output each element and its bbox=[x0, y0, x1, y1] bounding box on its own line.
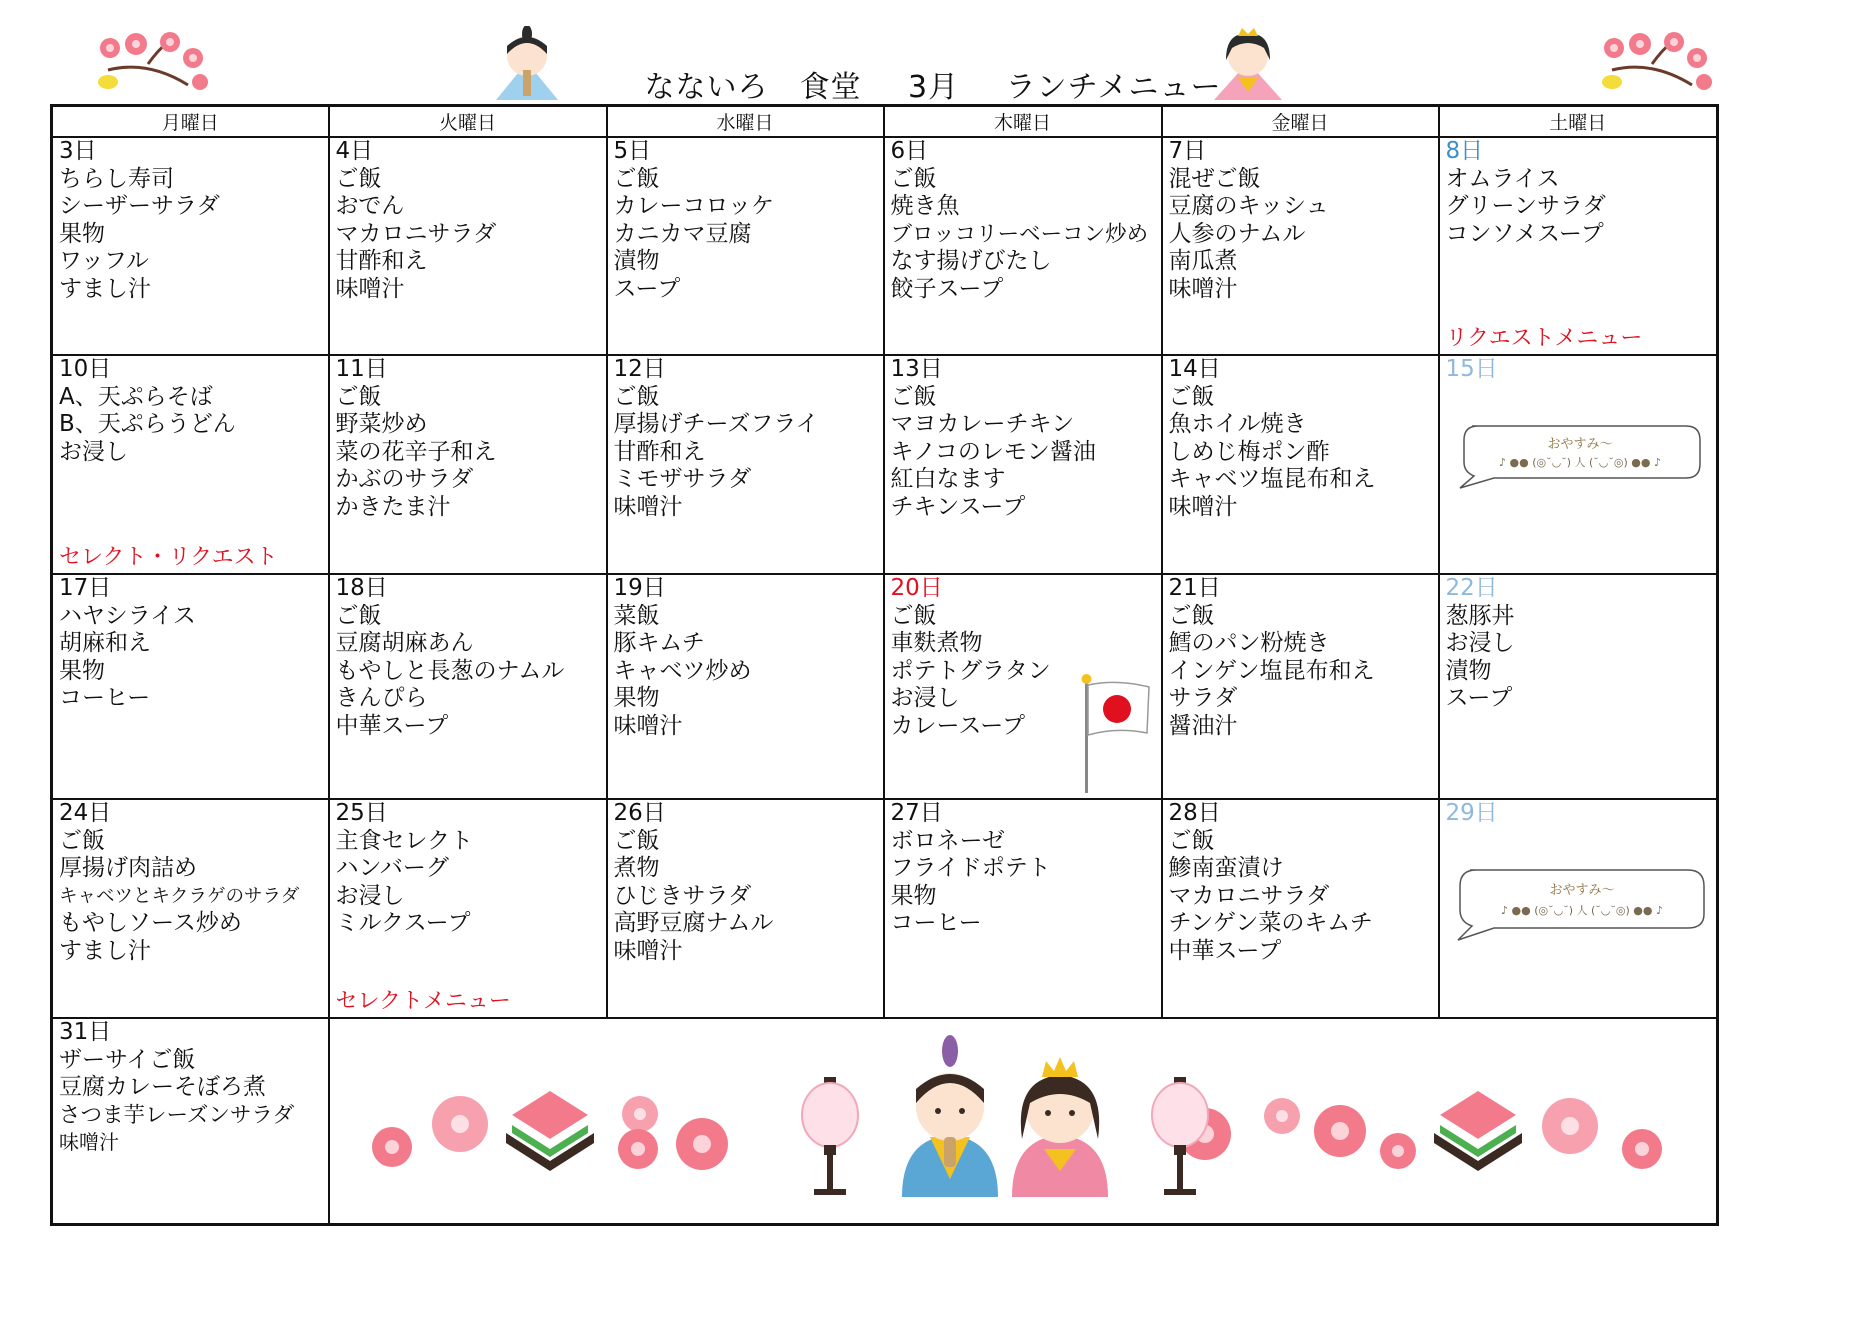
menu-item: さつま芋レーズンサラダ bbox=[59, 1102, 295, 1128]
menu-item: ご飯 bbox=[890, 165, 937, 192]
menu-item: グリーンサラダ bbox=[1445, 193, 1606, 219]
day-number: 14日 bbox=[1168, 356, 1221, 382]
weekday-header: 月曜日 bbox=[52, 106, 329, 138]
menu-item: ボロネーゼ bbox=[890, 827, 1006, 854]
title-cafeteria: なないろ 食堂 bbox=[644, 70, 862, 105]
day-cell bbox=[884, 574, 1162, 799]
menu-item: 菜飯 bbox=[613, 602, 660, 629]
menu-item: ご飯 bbox=[335, 602, 382, 629]
menu-item: 餃子スープ bbox=[890, 275, 1004, 302]
menu-item: ご飯 bbox=[890, 602, 937, 629]
menu-item: 煮物 bbox=[613, 855, 660, 881]
menu-item: きんぴら bbox=[335, 685, 428, 711]
day-cell bbox=[52, 1018, 329, 1224]
japan-flag-icon bbox=[1077, 671, 1155, 795]
day-number: 31日 bbox=[59, 1019, 112, 1045]
weekday-header-row bbox=[52, 106, 1718, 138]
lantern-icon bbox=[1152, 1077, 1208, 1195]
menu-item: すまし汁 bbox=[59, 275, 151, 302]
menu-item: 中華スープ bbox=[1168, 937, 1282, 964]
menu-item: 味噌汁 bbox=[613, 937, 683, 964]
menu-item: なす揚げびたし bbox=[890, 248, 1052, 274]
day-cell bbox=[52, 799, 329, 1018]
menu-item: キノコのレモン醤油 bbox=[890, 438, 1096, 465]
menu-item: ハンバーグ bbox=[335, 855, 449, 881]
day-number: 18日 bbox=[335, 575, 388, 601]
menu-item: 甘酢和え bbox=[335, 248, 428, 274]
day-number: 6日 bbox=[890, 138, 929, 164]
svg-text:♪ ●● (◎˘◡˘) 人 (˘◡˘◎) ●● ♪: ♪ ●● (◎˘◡˘) 人 (˘◡˘◎) ●● ♪ bbox=[1500, 904, 1663, 917]
hina-doll-female-icon bbox=[1012, 1057, 1108, 1197]
menu-item: すまし汁 bbox=[59, 937, 151, 964]
menu-item: 味噌汁 bbox=[613, 493, 683, 520]
lantern-icon bbox=[802, 1077, 858, 1195]
week-row bbox=[52, 355, 1718, 574]
menu-item: 厚揚げ肉詰め bbox=[59, 855, 197, 881]
day-number: 5日 bbox=[613, 138, 652, 164]
menu-item: スープ bbox=[613, 275, 681, 302]
menu-item: 果物 bbox=[59, 657, 105, 684]
hina-doll-male-icon bbox=[902, 1035, 998, 1197]
menu-item: 厚揚げチーズフライ bbox=[613, 411, 819, 437]
menu-item: 漬物 bbox=[1445, 657, 1492, 684]
day-number: 24日 bbox=[59, 800, 112, 826]
menu-item: かぶのサラダ bbox=[335, 466, 474, 492]
menu-item: 豚キムチ bbox=[613, 630, 705, 656]
menu-item: コーヒー bbox=[890, 910, 982, 936]
day-number: 22日 bbox=[1445, 575, 1498, 601]
select-menu-note: セレクトメニュー bbox=[335, 988, 511, 1014]
bubble-text: おやすみ～ bbox=[1548, 883, 1615, 898]
request-menu-note: リクエストメニュー bbox=[1445, 325, 1643, 351]
week-row bbox=[52, 574, 1718, 799]
day-number: 3日 bbox=[59, 138, 97, 164]
weekday-header: 水曜日 bbox=[607, 106, 884, 138]
day-cell bbox=[329, 799, 607, 1018]
menu-item: お浸し bbox=[335, 882, 405, 909]
menu-item: B、天ぷらうどん bbox=[59, 411, 236, 437]
day-cell bbox=[1439, 137, 1718, 355]
menu-item: しめじ梅ポン酢 bbox=[1168, 438, 1330, 465]
day-cell bbox=[1162, 574, 1439, 799]
day-number: 8日 bbox=[1445, 138, 1484, 164]
day-number: 10日 bbox=[59, 356, 112, 382]
menu-item: お浸し bbox=[59, 438, 128, 465]
day-cell bbox=[607, 355, 884, 574]
menu-item: 車麩煮物 bbox=[890, 630, 983, 656]
day-cell bbox=[329, 137, 607, 355]
menu-item: ご飯 bbox=[59, 827, 105, 854]
menu-item: カレーコロッケ bbox=[613, 193, 775, 219]
menu-item: シーザーサラダ bbox=[59, 193, 220, 219]
menu-item: 高野豆腐ナムル bbox=[613, 910, 774, 936]
menu-item: 果物 bbox=[59, 220, 105, 247]
menu-item: 南瓜煮 bbox=[1168, 248, 1238, 274]
menu-item: ミルクスープ bbox=[335, 910, 471, 936]
day-number: 25日 bbox=[335, 800, 388, 826]
menu-item: 野菜炒め bbox=[335, 411, 428, 437]
hishimochi-icon bbox=[506, 1091, 594, 1171]
menu-item: 中華スープ bbox=[335, 712, 449, 739]
day-cell bbox=[329, 355, 607, 574]
hinamatsuri-decoration-cell bbox=[329, 1018, 1718, 1224]
day-number: 11日 bbox=[335, 356, 388, 382]
day-cell bbox=[1162, 799, 1439, 1018]
menu-item: キャベツとキクラゲのサラダ bbox=[59, 885, 300, 907]
menu-item: ご飯 bbox=[890, 383, 937, 410]
menu-item: ご飯 bbox=[1168, 383, 1215, 410]
day-number: 7日 bbox=[1168, 138, 1207, 164]
menu-item: ブロッコリーベーコン炒め bbox=[890, 221, 1149, 247]
menu-item: かきたま汁 bbox=[335, 493, 451, 520]
day-cell bbox=[884, 137, 1162, 355]
menu-item: ご飯 bbox=[613, 165, 660, 192]
menu-item: 豆腐胡麻あん bbox=[335, 630, 474, 656]
menu-item: 味噌汁 bbox=[59, 1130, 119, 1154]
weekday-header: 火曜日 bbox=[329, 106, 607, 138]
menu-item: もやしと長葱のナムル bbox=[335, 657, 565, 684]
menu-item: 味噌汁 bbox=[335, 275, 405, 302]
weekday-header: 土曜日 bbox=[1439, 106, 1718, 138]
menu-item: フライドポテト bbox=[890, 855, 1051, 881]
menu-item: コンソメスープ bbox=[1445, 220, 1604, 247]
menu-item: カレースープ bbox=[890, 712, 1026, 739]
menu-item: カニカマ豆腐 bbox=[613, 220, 752, 247]
day-cell bbox=[1439, 574, 1718, 799]
day-cell bbox=[607, 574, 884, 799]
page-title bbox=[0, 62, 1866, 106]
bubble-text: おやすみ～ bbox=[1546, 437, 1613, 452]
menu-item: 焼き魚 bbox=[890, 193, 960, 219]
menu-item: サラダ bbox=[1168, 685, 1238, 711]
menu-item: 紅白なます bbox=[890, 466, 1006, 492]
menu-item: お浸し bbox=[1445, 630, 1515, 656]
menu-item: 菜の花辛子和え bbox=[335, 438, 497, 465]
menu-item: マカロニサラダ bbox=[1168, 882, 1330, 909]
day-cell bbox=[607, 137, 884, 355]
day-cell bbox=[884, 799, 1162, 1018]
menu-item: ミモザサラダ bbox=[613, 466, 752, 492]
day-number: 12日 bbox=[613, 356, 666, 382]
menu-item: ハヤシライス bbox=[59, 602, 196, 629]
menu-item: 葱豚丼 bbox=[1445, 602, 1515, 629]
day-number: 28日 bbox=[1168, 800, 1221, 826]
menu-item: キャベツ塩昆布和え bbox=[1168, 466, 1376, 492]
day-cell bbox=[52, 137, 329, 355]
menu-item: ご飯 bbox=[1168, 602, 1215, 629]
menu-item: ポテトグラタン bbox=[890, 657, 1051, 684]
menu-item: 味噌汁 bbox=[1168, 275, 1238, 302]
week-row bbox=[52, 1018, 1718, 1224]
menu-item: ワッフル bbox=[59, 248, 149, 274]
menu-item: マカロニサラダ bbox=[335, 220, 497, 247]
menu-item: ご飯 bbox=[335, 383, 382, 410]
menu-item: 果物 bbox=[613, 685, 660, 711]
day-number: 21日 bbox=[1168, 575, 1221, 601]
hishimochi-icon bbox=[1434, 1091, 1522, 1171]
day-number: 19日 bbox=[613, 575, 666, 601]
day-cell bbox=[52, 574, 329, 799]
menu-item: コーヒー bbox=[59, 685, 151, 711]
menu-calendar bbox=[50, 104, 1719, 1226]
menu-item: A、天ぷらそば bbox=[59, 383, 213, 410]
menu-item: ご飯 bbox=[335, 165, 382, 192]
day-cell bbox=[1439, 355, 1718, 574]
menu-item: 果物 bbox=[890, 882, 937, 909]
menu-item: キャベツ炒め bbox=[613, 657, 752, 684]
day-number: 15日 bbox=[1445, 356, 1498, 382]
speech-bubble-icon bbox=[1450, 864, 1710, 944]
title-lunch-menu: ランチメニュー bbox=[1005, 70, 1222, 105]
title-month: 3月 bbox=[908, 70, 960, 105]
menu-item: インゲン塩昆布和え bbox=[1168, 657, 1375, 684]
menu-item: 主食セレクト bbox=[335, 827, 474, 854]
menu-item: チンゲン菜のキムチ bbox=[1168, 910, 1373, 936]
menu-item: 豆腐のキッシュ bbox=[1168, 193, 1329, 219]
day-cell bbox=[884, 355, 1162, 574]
day-number: 17日 bbox=[59, 575, 112, 601]
day-cell bbox=[52, 355, 329, 574]
menu-item: マヨカレーチキン bbox=[890, 411, 1075, 437]
day-number: 20日 bbox=[890, 575, 943, 601]
menu-item: 漬物 bbox=[613, 248, 660, 274]
select-request-note: セレクト・リクエスト bbox=[59, 544, 278, 570]
day-number: 13日 bbox=[890, 356, 943, 382]
menu-item: ご飯 bbox=[1168, 827, 1215, 854]
menu-item: スープ bbox=[1445, 685, 1513, 711]
menu-item: 鯵南蛮漬け bbox=[1168, 855, 1284, 881]
menu-item: ひじきサラダ bbox=[613, 882, 752, 909]
menu-item: ちらし寿司 bbox=[59, 165, 174, 192]
menu-item: オムライス bbox=[1445, 165, 1560, 192]
menu-item: 豆腐カレーそぼろ煮 bbox=[59, 1074, 266, 1100]
menu-item: 魚ホイル焼き bbox=[1168, 411, 1307, 437]
menu-item: おでん bbox=[335, 193, 405, 219]
day-cell bbox=[1439, 799, 1718, 1018]
menu-item: 鱈のパン粉焼き bbox=[1168, 630, 1330, 656]
menu-item: 胡麻和え bbox=[59, 630, 151, 656]
weekday-header: 金曜日 bbox=[1162, 106, 1439, 138]
menu-item: 人参のナムル bbox=[1168, 220, 1306, 247]
speech-bubble-icon bbox=[1454, 418, 1704, 490]
menu-item: チキンスープ bbox=[890, 493, 1026, 520]
menu-item: 甘酢和え bbox=[613, 438, 706, 465]
hinamatsuri-illustration bbox=[330, 1019, 1710, 1221]
svg-text:♪ ●● (◎˘◡˘) 人 (˘◡˘◎) ●● ♪: ♪ ●● (◎˘◡˘) 人 (˘◡˘◎) ●● ♪ bbox=[1498, 456, 1661, 469]
menu-item: もやしソース炒め bbox=[59, 910, 242, 936]
day-cell bbox=[1162, 137, 1439, 355]
menu-item: 味噌汁 bbox=[613, 712, 683, 739]
day-cell bbox=[329, 574, 607, 799]
menu-item: ご飯 bbox=[613, 383, 660, 410]
menu-item: お浸し bbox=[890, 685, 960, 711]
day-number: 29日 bbox=[1445, 800, 1498, 826]
menu-item: 醤油汁 bbox=[1168, 712, 1238, 739]
day-cell bbox=[607, 799, 884, 1018]
day-number: 27日 bbox=[890, 800, 943, 826]
day-cell bbox=[1162, 355, 1439, 574]
weekday-header: 木曜日 bbox=[884, 106, 1162, 138]
menu-item: 混ぜご飯 bbox=[1168, 165, 1261, 192]
menu-item: ご飯 bbox=[613, 827, 660, 854]
week-row bbox=[52, 137, 1718, 355]
menu-item: ザーサイご飯 bbox=[59, 1046, 196, 1073]
week-row bbox=[52, 799, 1718, 1018]
day-number: 4日 bbox=[335, 138, 374, 164]
day-number: 26日 bbox=[613, 800, 666, 826]
menu-item: 味噌汁 bbox=[1168, 493, 1238, 520]
